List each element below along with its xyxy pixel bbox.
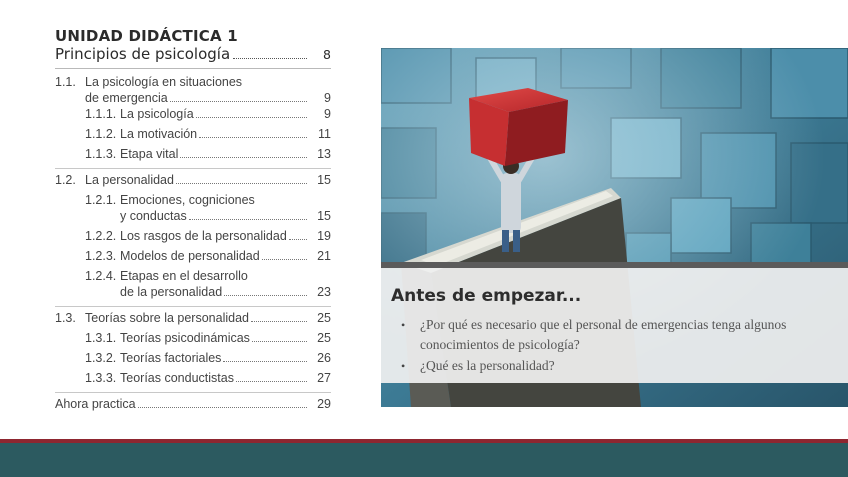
- toc-entry-line: [55, 248, 331, 268]
- toc-entry-title: Modelos de personalidad: [120, 249, 260, 263]
- toc-page-number: 15: [317, 209, 331, 223]
- toc-entry-title-cont: de la personalidad: [120, 285, 223, 299]
- toc-entry-line: [55, 370, 331, 390]
- dot-leader: [224, 295, 307, 296]
- toc-entry-line: [55, 90, 331, 106]
- dot-leader: [138, 407, 307, 408]
- panel-heading: Antes de empezar...: [391, 286, 582, 306]
- toc-entry-line: [55, 74, 331, 90]
- toc-entry-line: [55, 126, 331, 146]
- toc-entry-title: Teorías conductistas: [120, 371, 234, 385]
- toc-entry[interactable]: [55, 350, 331, 370]
- bullet-icon: •: [401, 359, 406, 373]
- toc-entry-number: 1.2.: [55, 173, 76, 187]
- toc-entry-title: Teorías factoriales: [120, 351, 222, 365]
- toc-entry[interactable]: [55, 330, 331, 350]
- toc-page-number: 25: [317, 311, 331, 325]
- toc-entry-number: 1.2.3.: [85, 249, 117, 263]
- red-cube: [469, 88, 568, 166]
- dot-leader: [236, 381, 307, 382]
- toc-entry-number: 1.2.1.: [85, 193, 117, 207]
- toc-entry-line: [55, 228, 331, 248]
- chapter-page-number: 8: [323, 47, 331, 62]
- toc-entry-title: Teorías psicodinámicas: [120, 331, 250, 345]
- toc-page-number: 9: [324, 91, 331, 105]
- dot-leader: [199, 137, 307, 138]
- toc-entry[interactable]: [55, 248, 331, 268]
- toc-entry-line: [55, 284, 331, 304]
- toc-entry[interactable]: [55, 106, 331, 126]
- toc-entry[interactable]: [55, 146, 331, 166]
- section-divider: [55, 392, 331, 393]
- dot-leader: [189, 219, 307, 220]
- toc-page-number: 15: [317, 173, 331, 187]
- toc-entry-title: La motivación: [120, 127, 198, 141]
- toc-entry[interactable]: [55, 74, 331, 106]
- toc-entry-line: [55, 310, 331, 330]
- toc-entry-title: Teorías sobre la personalidad: [85, 311, 249, 325]
- toc-page-number: 23: [317, 285, 331, 299]
- dot-leader: [289, 239, 307, 240]
- toc-entry-number: 1.1.2.: [85, 127, 117, 141]
- toc-entry-line: [55, 106, 331, 126]
- question-text: ¿Qué es la personalidad?: [420, 358, 555, 373]
- toc-entry-title-cont: de emergencia: [85, 91, 168, 105]
- toc-entry[interactable]: [55, 126, 331, 146]
- footer-band: [0, 443, 848, 477]
- toc-page-number: 25: [317, 331, 331, 345]
- dot-leader: [170, 101, 307, 102]
- toc-entry-number: 1.2.4.: [85, 269, 117, 283]
- dot-leader: [196, 117, 307, 118]
- toc-entry-number: 1.3.3.: [85, 371, 117, 385]
- toc-page-number: 13: [317, 147, 331, 161]
- unit-label: UNIDAD DIDÁCTICA 1: [55, 27, 238, 45]
- toc-entry-title: La psicología en situaciones: [85, 75, 243, 89]
- toc-entry[interactable]: [55, 396, 331, 416]
- toc-page-number: 9: [324, 107, 331, 121]
- bullet-icon: •: [401, 318, 406, 332]
- toc-entries: [55, 74, 331, 416]
- toc-entry-number: 1.3.: [55, 311, 76, 325]
- question-list: [401, 315, 841, 377]
- toc-page-number: 11: [318, 127, 331, 141]
- dot-leader: [223, 361, 307, 362]
- toc-entry-line: [55, 172, 331, 192]
- toc-entry[interactable]: [55, 310, 331, 330]
- dot-leader: [262, 259, 307, 260]
- dot-leader: [251, 321, 307, 322]
- question-text: ¿Por qué es necesario que el personal de emergencias tenga algunos conocimientos de psicología?: [420, 317, 787, 352]
- toc-page-number: 26: [317, 351, 331, 365]
- before-starting-panel: [381, 262, 848, 383]
- toc-entry-line: [55, 350, 331, 370]
- chapter-heading-row[interactable]: [55, 45, 331, 65]
- dot-leader: [233, 58, 307, 59]
- dot-leader: [252, 341, 307, 342]
- divider: [55, 68, 331, 69]
- toc-page-number: 19: [317, 229, 331, 243]
- toc-entry-title: Etapa vital: [120, 147, 179, 161]
- toc-entry-title: Ahora practica: [55, 397, 136, 411]
- toc-entry-title: La psicología: [120, 107, 194, 121]
- section-divider: [55, 168, 331, 169]
- toc-entry-title-cont: y conductas: [120, 209, 187, 223]
- toc-entry-title: La personalidad: [85, 173, 174, 187]
- toc-page-number: 21: [317, 249, 331, 263]
- chapter-title: Principios de psicología: [55, 45, 231, 63]
- toc-page-number: 27: [317, 371, 331, 385]
- toc-entry[interactable]: [55, 268, 331, 304]
- toc-page-number: 29: [317, 397, 331, 411]
- toc-entry-number: 1.3.2.: [85, 351, 117, 365]
- toc-entry-number: 1.1.1.: [85, 107, 117, 121]
- dot-leader: [180, 157, 307, 158]
- toc-entry-line: [55, 146, 331, 166]
- table-of-contents: [55, 27, 331, 416]
- toc-entry-line: [55, 330, 331, 350]
- toc-entry[interactable]: [55, 192, 331, 228]
- toc-entry[interactable]: [55, 172, 331, 192]
- question-item: [401, 315, 841, 355]
- toc-entry-number: 1.2.2.: [85, 229, 117, 243]
- toc-entry-number: 1.1.: [55, 75, 76, 89]
- toc-entry-title: Los rasgos de la personalidad: [120, 229, 287, 243]
- dot-leader: [176, 183, 307, 184]
- toc-entry-line: [55, 192, 331, 208]
- toc-entry-title: Emociones, cogniciones: [120, 193, 255, 207]
- toc-entry-title: Etapas en el desarrollo: [120, 269, 248, 283]
- toc-entry-number: 1.1.3.: [85, 147, 117, 161]
- toc-entry-line: [55, 268, 331, 284]
- toc-entry[interactable]: [55, 370, 331, 390]
- question-item: [401, 356, 841, 376]
- toc-entry-line: [55, 208, 331, 228]
- toc-entry-line: [55, 396, 331, 416]
- toc-entry[interactable]: [55, 228, 331, 248]
- toc-entry-number: 1.3.1.: [85, 331, 117, 345]
- section-divider: [55, 306, 331, 307]
